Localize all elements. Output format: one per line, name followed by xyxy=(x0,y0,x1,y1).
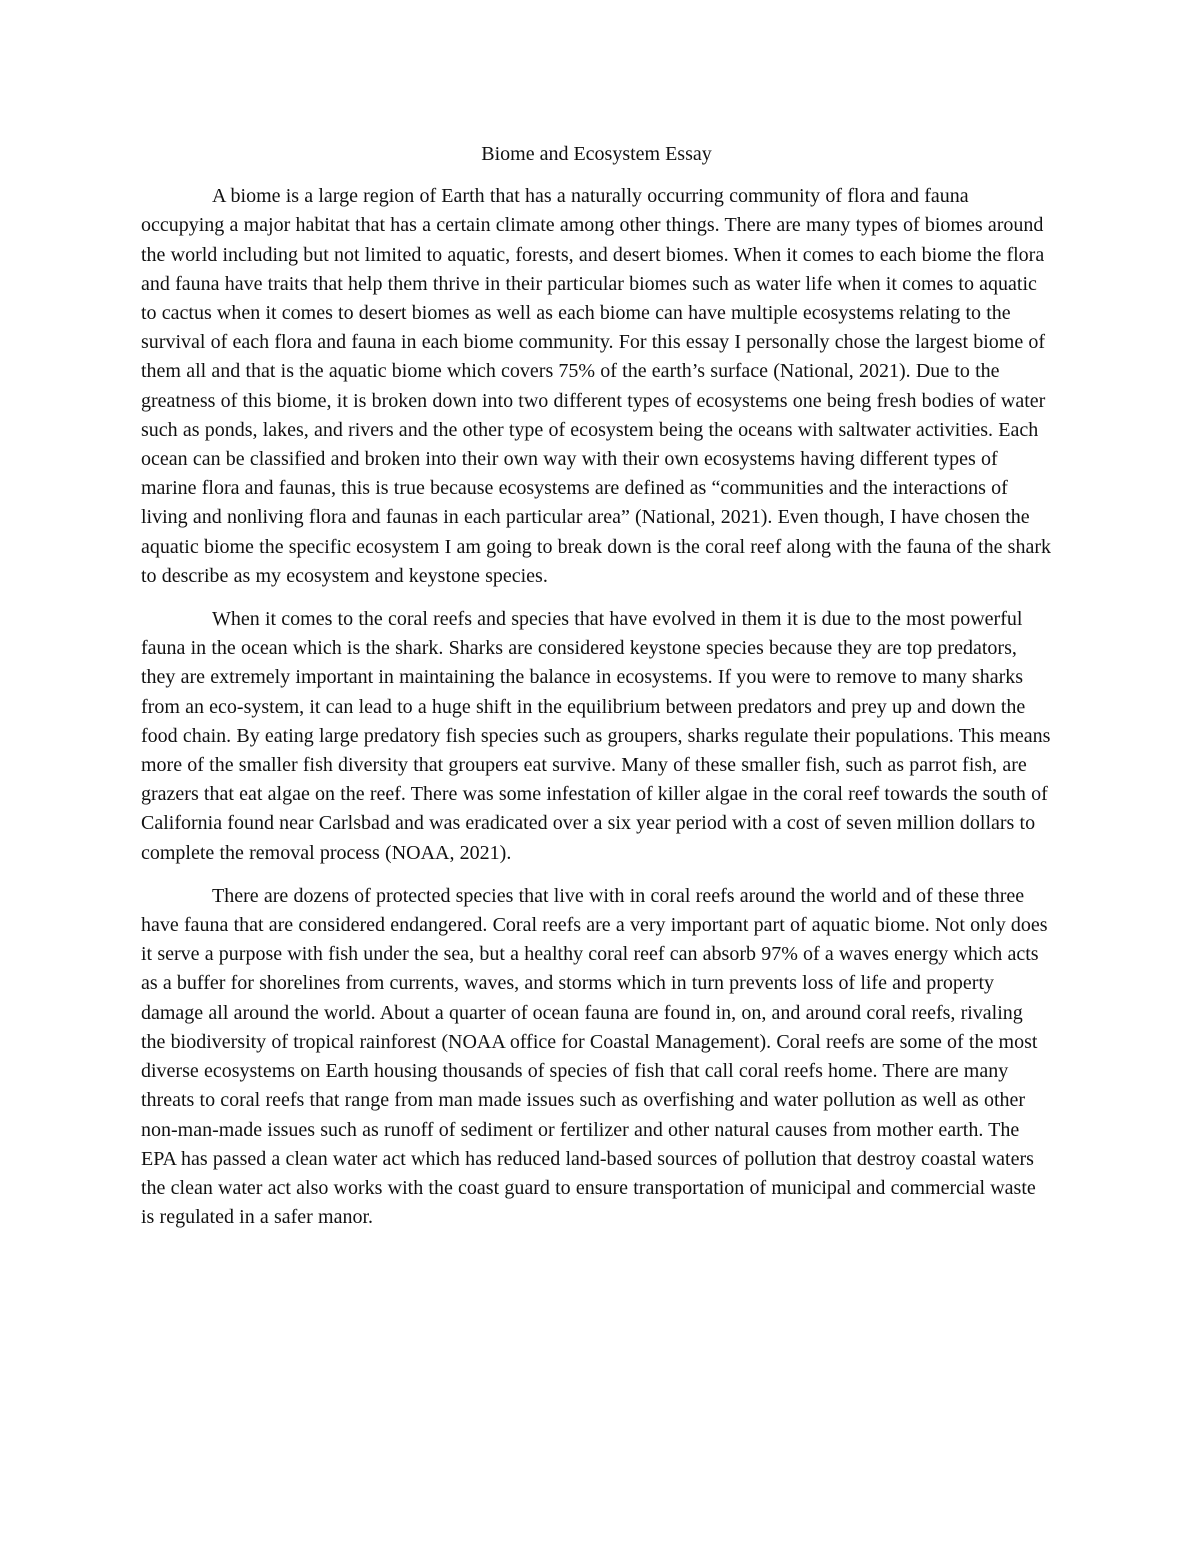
essay-title: Biome and Ecosystem Essay xyxy=(481,143,712,165)
essay-paragraph-2: When it comes to the coral reefs and species that have evolved in them it is due to the most powerful fauna in the ocean which is the shark. Sharks are considered keystone species because they are top predators, they are extremely important in maintaining the balance in ecosystems. If you were to remove to many sharks from an eco-system, it can lead to a huge shift in the equilibrium between predators and prey up and down the food chain. By eating large predatory fish species such as groupers, sharks regulate their populations. This means more of the smaller fish diversity that groupers eat survive. Many of these smaller fish, such as parrot fish, are grazers that eat algae on the reef. There was some infestation of killer algae in the coral reef towards the south of California found near Carlsbad and was eradicated over a six year period with a cost of seven million dollars to complete the removal process (NOAA, 2021). xyxy=(141,608,1051,864)
essay-paragraph-1: A biome is a large region of Earth that has a naturally occurring community of flora and fauna occupying a major habitat that has a certain climate among other things. There are many types of biomes around the world including but not limited to aquatic, forests, and desert biomes. When it comes to each biome the flora and fauna have traits that help them thrive in their particular biomes such as water life when it comes to aquatic to cactus when it comes to desert biomes as well as each biome can have multiple ecosystems relating to the survival of each flora and fauna in each biome community. For this essay I personally chose the largest biome of them all and that is the aquatic biome which covers 75% of the earth’s surface (National, 2021). Due to the greatness of this biome, it is broken down into two different types of ecosystems one being fresh bodies of water such as ponds, lakes, and rivers and the other type of ecosystem being the oceans with saltwater activities. Each ocean can be classified and broken into their own way with their own ecosystems having different types of marine flora and faunas, this is true because ecosystems are defined as “communities and the interactions of living and nonliving flora and faunas in each particular area” (National, 2021). Even though, I have chosen the aquatic biome the specific ecosystem I am going to break down is the coral reef along with the fauna of the shark to describe as my ecosystem and keystone species. xyxy=(141,185,1052,587)
essay-paragraph-3: There are dozens of protected species that live with in coral reefs around the world and of these three have fauna that are considered endangered. Coral reefs are a very important part of aquatic biome. Not only does it serve a purpose with fish under the sea, but a healthy coral reef can absorb 97% of a waves energy which acts as a buffer for shorelines from currents, waves, and storms which in turn prevents loss of life and property damage all around the world. About a quarter of ocean fauna are found in, on, and around coral reefs, rivaling the biodiversity of tropical rainforest (NOAA office for Coastal Management). Coral reefs are some of the most diverse ecosystems on Earth housing thousands of species of fish that call coral reefs home. There are many threats to coral reefs that range from man made issues such as overfishing and water pollution as well as other non-man-made issues such as runoff of sediment or fertilizer and other natural causes from mother earth. The EPA has passed a clean water act which has reduced land-based sources of pollution that destroy coastal waters the clean water act also works with the coast guard to ensure transportation of municipal and commercial waste is regulated in a safer manor. xyxy=(141,884,1048,1229)
